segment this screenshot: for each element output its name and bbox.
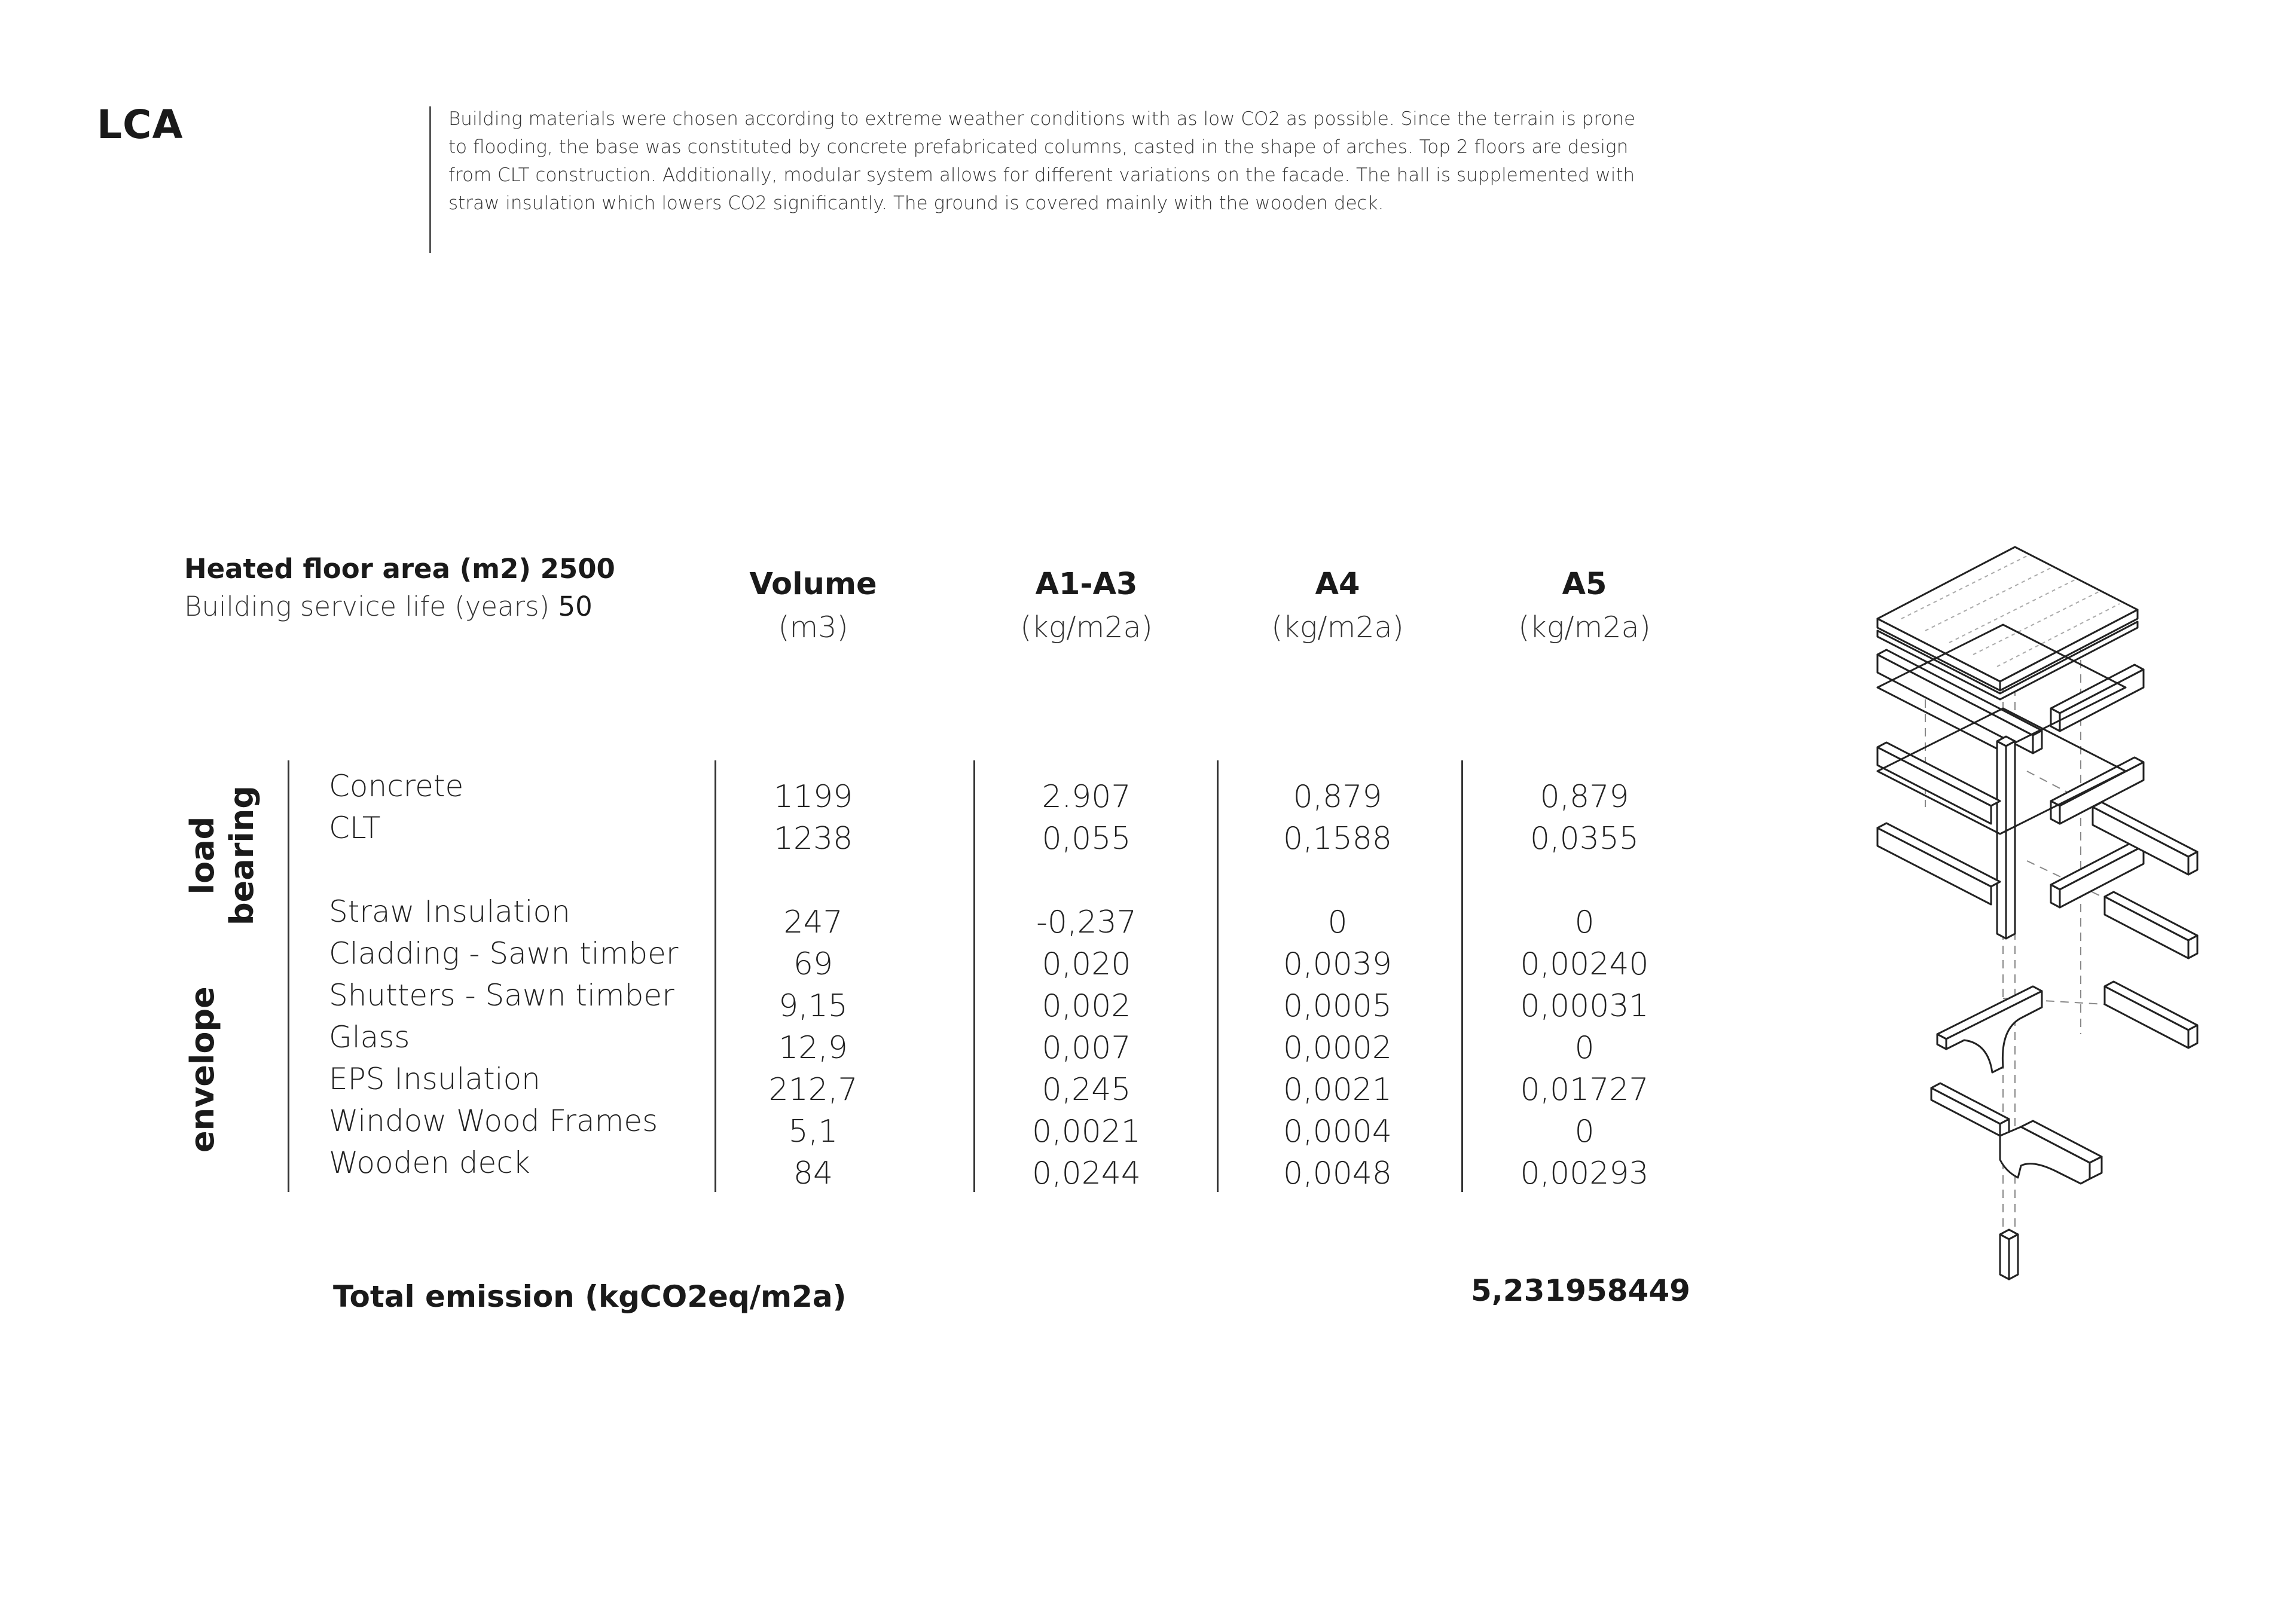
a5-cell: 0 <box>1574 1030 1595 1066</box>
a4-cell: 0 <box>1327 904 1348 940</box>
material-label: Straw Insulation <box>329 894 570 929</box>
material-label: Glass <box>329 1020 410 1055</box>
intro-divider <box>429 106 431 253</box>
a5-column <box>1459 776 1710 1194</box>
a4-cell: 0,1588 <box>1283 821 1392 857</box>
row-spacer <box>961 860 1212 901</box>
column-heading: A5 <box>1562 567 1607 602</box>
group-label-line: bearing <box>223 785 261 925</box>
volume-cell: 84 <box>793 1156 833 1191</box>
row-spacer <box>688 860 939 901</box>
intro-line: Building materials were chosen according to extreme weather conditions with as low CO2 as possible. Since the terrain is prone <box>448 108 1636 130</box>
a5-cell: 0 <box>1574 904 1595 940</box>
row-spacer <box>1212 860 1463 901</box>
volume-cell: 69 <box>793 946 833 982</box>
a4-cell: 0,0005 <box>1283 988 1392 1024</box>
group-label-load-bearing <box>183 785 262 925</box>
arch-element-icon <box>1937 982 2197 1072</box>
page-title: LCA <box>97 102 184 148</box>
group-label-envelope <box>183 986 222 1153</box>
heated-floor-area: Heated floor area (m2) 2500 <box>184 553 615 585</box>
service-life-value: 50 <box>558 591 593 622</box>
total-emission-value: 5,231958449 <box>1471 1273 1690 1308</box>
a5-cell: 0,00293 <box>1520 1156 1649 1191</box>
table-divider <box>288 760 289 1192</box>
column-header-a5 <box>1459 567 1710 644</box>
a5-cell: 0,00240 <box>1520 946 1649 982</box>
a4-cell: 0,0021 <box>1283 1072 1392 1108</box>
base-column-icon <box>2000 1230 2018 1279</box>
a1a3-cell: 2.907 <box>1042 779 1131 815</box>
intro-paragraph <box>448 105 1636 218</box>
volume-column <box>688 776 939 1194</box>
column-header-volume <box>688 567 939 644</box>
group-label-line: envelope <box>184 986 221 1153</box>
central-column-icon <box>1997 736 2015 939</box>
material-label: CLT <box>329 811 381 845</box>
volume-cell: 5,1 <box>788 1114 838 1150</box>
a4-column <box>1212 776 1463 1194</box>
a4-cell: 0,0039 <box>1283 946 1392 982</box>
material-label: Concrete <box>329 769 464 803</box>
material-column <box>329 765 678 1184</box>
column-unit: (kg/m2a) <box>1020 610 1153 644</box>
column-unit: (m3) <box>778 610 848 644</box>
service-life-label: Building service life (years) <box>184 591 550 622</box>
total-emission-label: Total emission (kgCO2eq/m2a) <box>333 1279 847 1314</box>
column-heading: Volume <box>749 567 877 602</box>
a1a3-cell: 0,020 <box>1042 946 1131 982</box>
a1a3-cell: 0,007 <box>1042 1030 1131 1066</box>
a5-cell: 0,879 <box>1540 779 1629 815</box>
arch-element-icon <box>1931 1083 2102 1184</box>
volume-cell: 9,15 <box>778 988 848 1024</box>
material-label: Cladding - Sawn timber <box>329 936 679 971</box>
column-heading: A4 <box>1315 567 1360 602</box>
a5-cell: 0 <box>1574 1114 1595 1150</box>
a5-cell: 0,01727 <box>1520 1072 1649 1108</box>
exploded-axonometric-structure-drawing <box>1854 508 2224 1303</box>
row-spacer <box>1459 860 1710 901</box>
intro-line: to flooding, the base was constituted by concrete prefabricated columns, casted in the shape of arches. Top 2 floors are design <box>448 136 1629 158</box>
volume-cell: 1238 <box>773 821 853 857</box>
column-header-a1a3 <box>961 567 1212 644</box>
a1a3-cell: 0,245 <box>1042 1072 1131 1108</box>
a4-cell: 0,879 <box>1293 779 1382 815</box>
column-header-a4 <box>1212 567 1463 644</box>
material-label: Wooden deck <box>329 1145 530 1180</box>
volume-cell: 1199 <box>773 779 853 815</box>
column-heading: A1-A3 <box>1035 567 1138 602</box>
row-spacer <box>329 849 678 891</box>
volume-cell: 247 <box>783 904 843 940</box>
a4-cell: 0,0002 <box>1283 1030 1392 1066</box>
a5-cell: 0,0355 <box>1530 821 1639 857</box>
column-unit: (kg/m2a) <box>1518 610 1651 644</box>
intro-line: straw insulation which lowers CO2 significantly. The ground is covered mainly with the wooden deck. <box>448 192 1384 214</box>
a5-cell: 0,00031 <box>1520 988 1649 1024</box>
a1a3-cell: 0,0021 <box>1032 1114 1141 1150</box>
a1a3-cell: -0,237 <box>1036 904 1137 940</box>
a1a3-cell: 0,055 <box>1042 821 1131 857</box>
intro-line: from CLT construction. Additionally, modular system allows for different variations on the facade. The hall is supplemented with <box>448 164 1635 186</box>
a1a3-cell: 0,002 <box>1042 988 1131 1024</box>
a1a3-column <box>961 776 1212 1194</box>
a4-cell: 0,0048 <box>1283 1156 1392 1191</box>
material-label: EPS Insulation <box>329 1062 541 1096</box>
a4-cell: 0,0004 <box>1283 1114 1392 1150</box>
lower-beams-icon <box>1877 802 2197 958</box>
material-label: Shutters - Sawn timber <box>329 978 674 1013</box>
volume-cell: 212,7 <box>768 1072 858 1108</box>
material-label: Window Wood Frames <box>329 1104 658 1138</box>
service-life <box>184 591 593 622</box>
group-label-line: load <box>184 816 221 895</box>
volume-cell: 12,9 <box>778 1030 848 1066</box>
a1a3-cell: 0,0244 <box>1032 1156 1141 1191</box>
column-unit: (kg/m2a) <box>1271 610 1404 644</box>
